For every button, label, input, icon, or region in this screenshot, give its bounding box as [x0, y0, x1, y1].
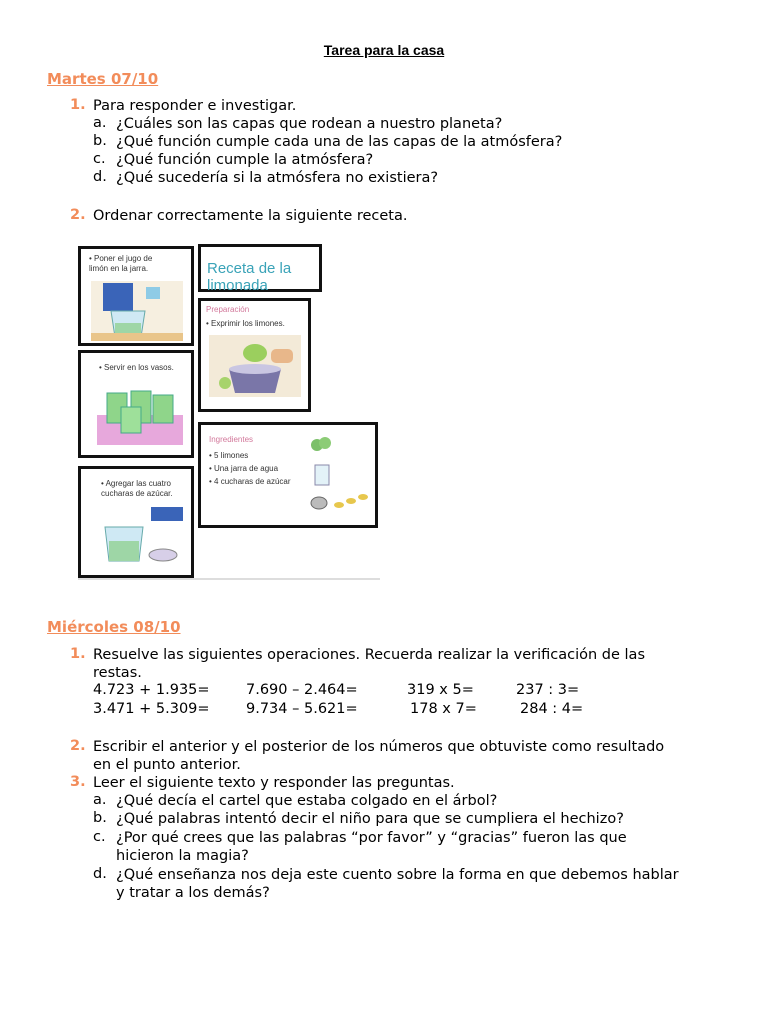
item-text: y tratar a los demás? — [116, 885, 270, 901]
card-text: • Poner el jugo de — [89, 254, 153, 263]
item-text: ¿Por qué crees que las palabras “por favor” y “gracias” fueron las que — [116, 830, 627, 846]
question-number: 1. — [70, 646, 86, 662]
item-text: ¿Qué función cumple la atmósfera? — [116, 152, 374, 168]
day-heading-martes: Martes 07/10 — [47, 70, 159, 88]
ingredient: • 4 cucharas de azúcar — [209, 477, 291, 486]
recipe-title: Receta de la limonada — [207, 260, 292, 294]
item-letter: c. — [93, 829, 106, 845]
page-title: Tarea para la casa — [323, 42, 445, 58]
operation: 7.690 – 2.464= — [246, 682, 358, 698]
recipe-card-preparation — [198, 298, 311, 412]
item-text: ¿Qué enseñanza nos deja este cuento sobre la forma en que debemos hablar — [116, 867, 679, 883]
card-text: limón en la jarra. — [89, 264, 149, 273]
recipe-card-ingredients — [198, 422, 378, 528]
item-letter: d. — [93, 169, 107, 185]
card-text: • Agregar las cuatro — [101, 479, 171, 488]
ingredient: • 5 limones — [209, 451, 249, 460]
operation: 319 x 5= — [407, 682, 474, 698]
operation: 3.471 + 5.309= — [93, 701, 210, 717]
item-letter: b. — [93, 133, 107, 149]
item-letter: a. — [93, 792, 107, 808]
recipe-image — [78, 242, 380, 580]
operation: 178 x 7= — [410, 701, 477, 717]
recipe-card-serve — [78, 350, 194, 458]
operation: 237 : 3= — [516, 682, 580, 698]
item-text: ¿Cuáles son las capas que rodean a nuestro planeta? — [116, 116, 503, 132]
glasses-illustration — [93, 385, 183, 447]
operation: 284 : 4= — [520, 701, 584, 717]
item-text: ¿Qué palabras intentó decir el niño para que se cumpliera el hechizo? — [116, 811, 624, 827]
question-text: Escribir el anterior y el posterior de los números que obtuviste como resultado — [93, 739, 665, 755]
card-heading: Ingredientes — [209, 435, 254, 444]
question-number: 2. — [70, 738, 86, 754]
card-text: • Exprimir los limones. — [206, 319, 285, 328]
question-text: restas. — [93, 665, 142, 681]
item-letter: b. — [93, 810, 107, 826]
operation: 4.723 + 1.935= — [93, 682, 210, 698]
item-text: ¿Qué decía el cartel que estaba colgado en el árbol? — [116, 793, 498, 809]
card-text: cucharas de azúcar. — [101, 489, 173, 498]
question-text: Ordenar correctamente la siguiente receta. — [93, 208, 408, 224]
squeeze-illustration — [209, 335, 301, 397]
recipe-card-juice — [78, 246, 194, 346]
recipe-card-sugar — [78, 466, 194, 578]
divider — [78, 578, 380, 580]
item-letter: a. — [93, 115, 107, 131]
item-text: ¿Qué sucedería si la atmósfera no existiera? — [116, 170, 439, 186]
sugar-illustration — [91, 505, 185, 565]
question-number: 1. — [70, 97, 86, 113]
item-letter: d. — [93, 866, 107, 882]
question-number: 2. — [70, 207, 86, 223]
operation: 9.734 – 5.621= — [246, 701, 358, 717]
card-heading: Preparación — [206, 305, 250, 314]
question-text: Para responder e investigar. — [93, 98, 297, 114]
day-heading-miercoles: Miércoles 08/10 — [47, 618, 181, 636]
card-text: • Servir en los vasos. — [99, 363, 174, 372]
recipe-card-title — [198, 244, 322, 292]
item-letter: c. — [93, 151, 106, 167]
question-text: Resuelve las siguientes operaciones. Recuerda realizar la verificación de las — [93, 647, 645, 663]
question-text: Leer el siguiente texto y responder las preguntas. — [93, 775, 455, 791]
juice-illustration — [91, 281, 183, 341]
ingredient: • Una jarra de agua — [209, 464, 279, 473]
item-text: hicieron la magia? — [116, 848, 249, 864]
question-text: en el punto anterior. — [93, 757, 241, 773]
ingredients-illustration — [305, 435, 375, 517]
question-number: 3. — [70, 774, 86, 790]
item-text: ¿Qué función cumple cada una de las capas de la atmósfera? — [116, 134, 563, 150]
